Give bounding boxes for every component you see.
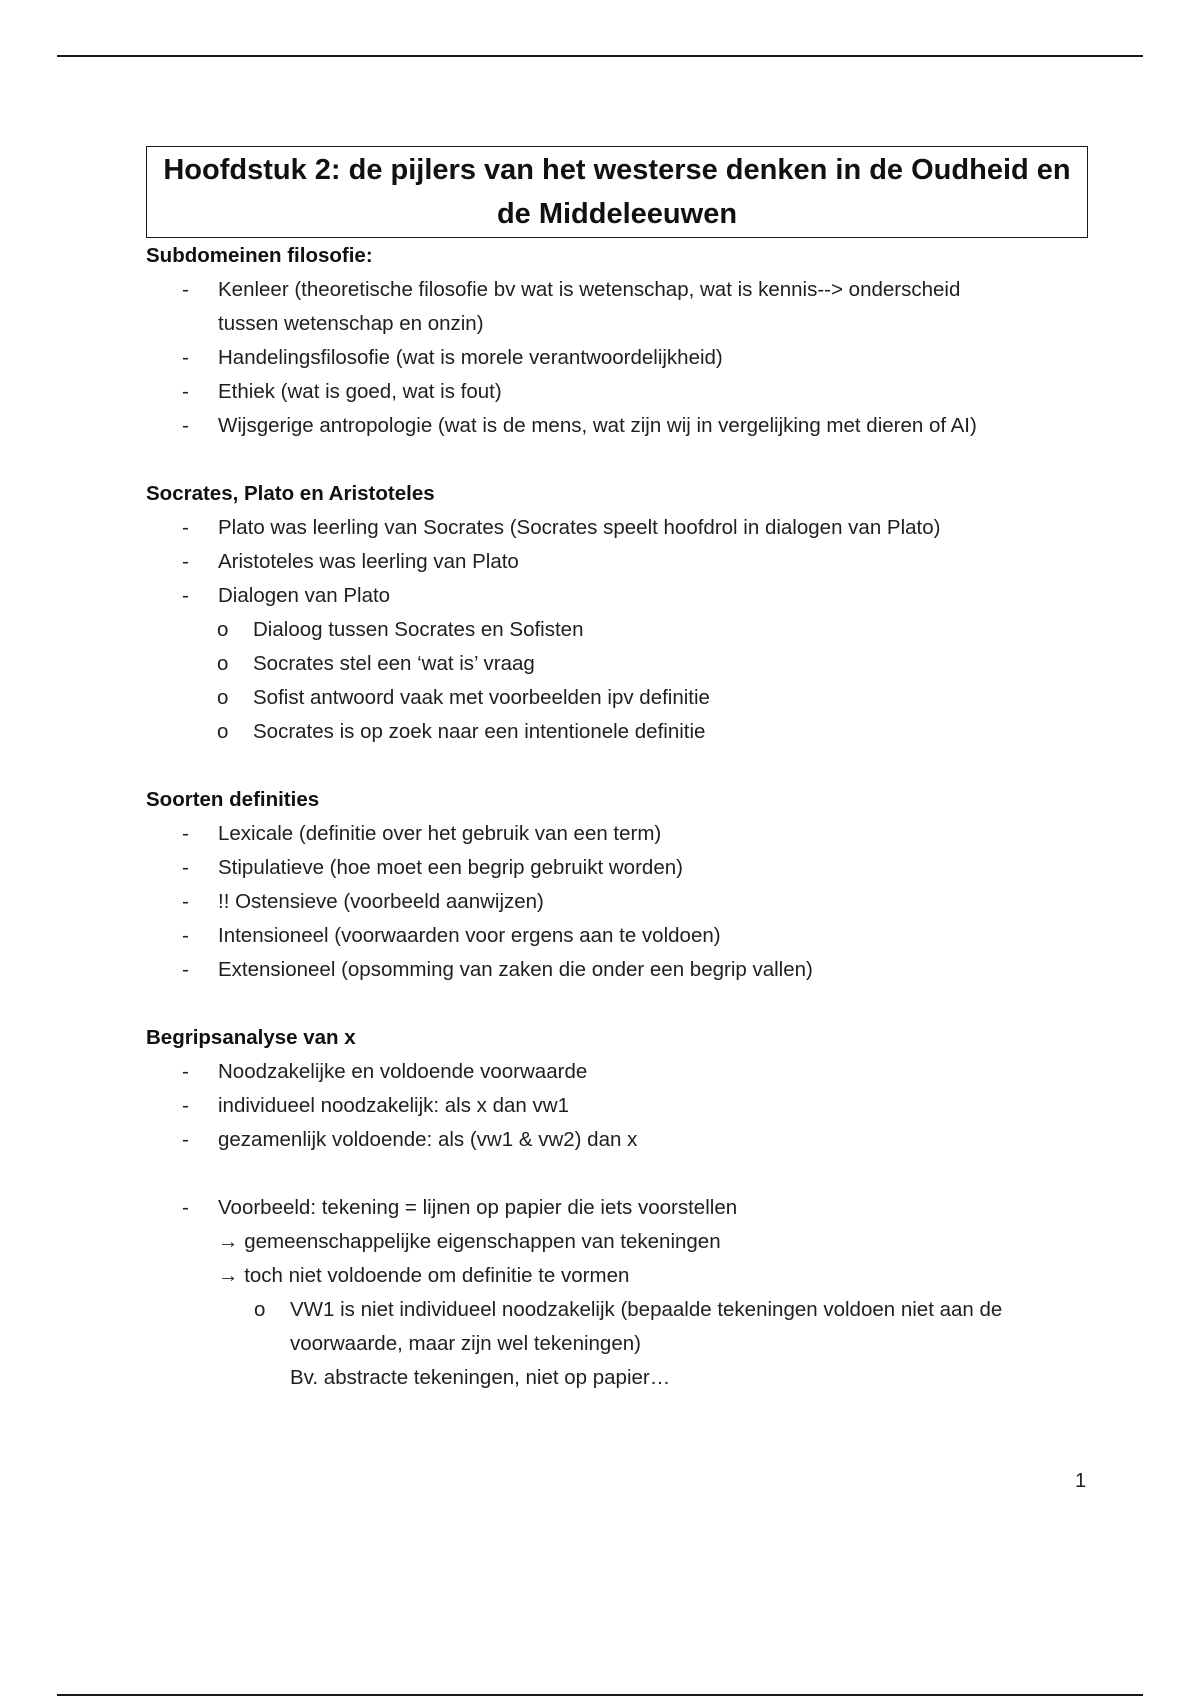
footer-rule <box>57 1694 1143 1696</box>
list-item: - Aristoteles was leerling van Plato <box>146 545 1106 579</box>
bullet-dash: - <box>182 1128 189 1151</box>
bullet-dash: - <box>182 822 189 845</box>
arrow-note: → gemeenschappelijke eigenschappen van tekeningen <box>218 1230 721 1253</box>
sub-list-item: o Socrates is op zoek naar een intentionele definitie <box>146 715 1106 749</box>
bullet-dash: - <box>182 278 189 301</box>
sub-list-item: o Sofist antwoord vaak met voorbeelden ipv definitie <box>146 681 1106 715</box>
list-item: - Kenleer (theoretische filosofie bv wat is wetenschap, wat is kennis--> onderscheid <box>146 273 1106 307</box>
list-item: - Noodzakelijke en voldoende voorwaarde <box>146 1055 1106 1089</box>
bullet-dash: - <box>182 380 189 403</box>
section-heading-begripsanalyse: Begripsanalyse van x <box>146 1026 356 1049</box>
arrow-note: → toch niet voldoende om definitie te vormen <box>218 1264 630 1287</box>
section-heading-subdomeinen: Subdomeinen filosofie: <box>146 244 373 267</box>
list-item: - Handelingsfilosofie (wat is morele verantwoordelijkheid) <box>146 341 1106 375</box>
list-item: - Plato was leerling van Socrates (Socrates speelt hoofdrol in dialogen van Plato) <box>146 511 1106 545</box>
section-heading-soorten-definities: Soorten definities <box>146 788 320 811</box>
sub-list-item: o Socrates stel een ‘wat is’ vraag <box>146 647 1106 681</box>
bullet-dash: - <box>182 584 189 607</box>
chapter-title-box <box>146 146 1088 238</box>
bullet-circle: o <box>217 686 229 709</box>
list-item: - Ethiek (wat is goed, wat is fout) <box>146 375 1106 409</box>
bullet-dash: - <box>182 414 189 437</box>
page-number: 1 <box>1075 1470 1087 1492</box>
list-item: - Dialogen van Plato <box>146 579 1106 613</box>
bullet-circle: o <box>254 1298 266 1321</box>
list-item: - Lexicale (definitie over het gebruik van een term) <box>146 817 1106 851</box>
list-item: - Wijsgerige antropologie (wat is de mens, wat zijn wij in vergelijking met dieren of AI) <box>146 409 1106 443</box>
list-item: - gezamenlijk voldoende: als (vw1 & vw2) dan x <box>146 1123 1106 1157</box>
bullet-dash: - <box>182 856 189 879</box>
list-item: - Stipulatieve (hoe moet een begrip gebruikt worden) <box>146 851 1106 885</box>
bullet-dash: - <box>182 346 189 369</box>
bullet-dash: - <box>182 890 189 913</box>
bullet-dash: - <box>182 550 189 573</box>
bullet-dash: - <box>182 516 189 539</box>
document-body <box>146 239 1106 1395</box>
bullet-dash: - <box>182 1196 189 1219</box>
list-item: - Intensioneel (voorwaarden voor ergens aan te voldoen) <box>146 919 1106 953</box>
sub-list-item: o Dialoog tussen Socrates en Sofisten <box>146 613 1106 647</box>
bullet-dash: - <box>182 924 189 947</box>
bullet-circle: o <box>217 652 229 675</box>
chapter-title-line-2: de Middeleeuwen <box>496 198 738 230</box>
section-heading-socrates: Socrates, Plato en Aristoteles <box>146 482 435 505</box>
chapter-title-line-1: Hoofdstuk 2: de pijlers van het westerse denken in de Oudheid en <box>163 154 1071 186</box>
list-item: - individueel noodzakelijk: als x dan vw1 <box>146 1089 1106 1123</box>
list-item: - Voorbeeld: tekening = lijnen op papier die iets voorstellen <box>146 1191 1106 1225</box>
header-rule <box>57 55 1143 57</box>
bullet-dash: - <box>182 1060 189 1083</box>
bullet-dash: - <box>182 1094 189 1117</box>
bullet-circle: o <box>217 618 229 641</box>
list-item: - Extensioneel (opsomming van zaken die onder een begrip vallen) <box>146 953 1106 987</box>
sub-list-item-continuation: voorwaarde, maar zijn wel tekeningen) <box>290 1332 641 1355</box>
bullet-circle: o <box>217 720 229 743</box>
sub-list-item-example: Bv. abstracte tekeningen, niet op papier… <box>290 1366 671 1389</box>
sub-list-item: o VW1 is niet individueel noodzakelijk (bepaalde tekeningen voldoen niet aan de <box>146 1293 1106 1327</box>
list-item-continuation: tussen wetenschap en onzin) <box>218 312 484 335</box>
bullet-dash: - <box>182 958 189 981</box>
list-item: - !! Ostensieve (voorbeeld aanwijzen) <box>146 885 1106 919</box>
